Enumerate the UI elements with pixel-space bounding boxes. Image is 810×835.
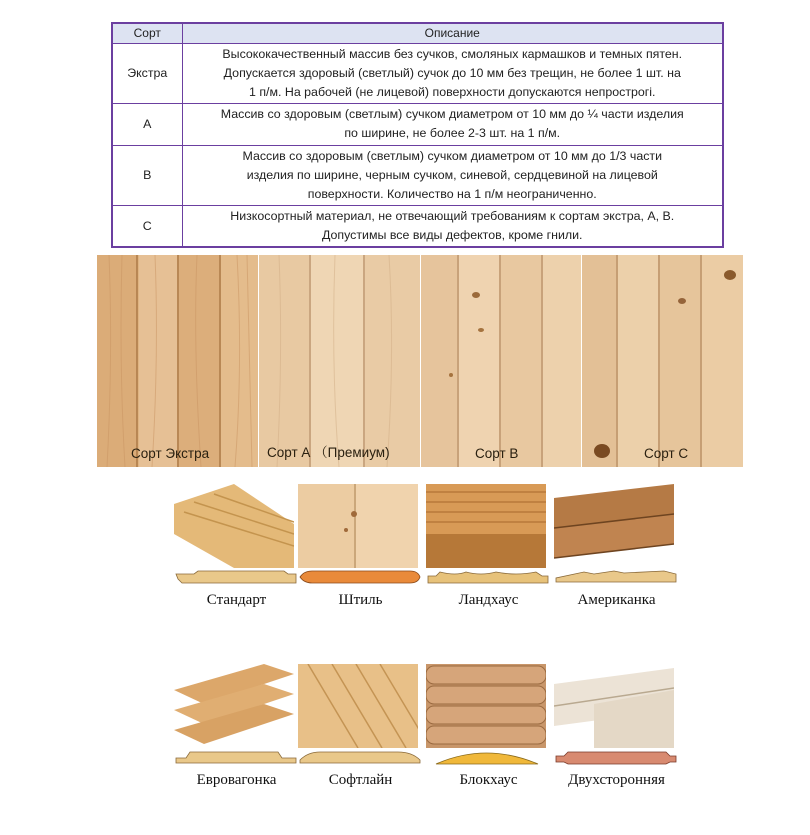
grade-cell: B [112,145,182,205]
profile-label: Софтлайн [328,772,393,788]
table-row [112,205,723,247]
profile-label: Евровагонка [196,772,277,788]
table-header-row [112,23,723,43]
profile-shtil [298,484,423,614]
lining-image [554,664,674,748]
photo-caption: Сорт С [644,446,689,461]
profile-landhaus [426,484,551,614]
grade-table [111,22,724,248]
profile-section-icon [174,568,299,586]
profile-section-icon [298,748,423,766]
profile-section-icon [426,568,551,586]
description-line: Допустимы все виды дефектов, кроме гнили. [322,227,583,242]
profile-photo [554,484,674,568]
description-cell [182,145,723,205]
profile-amerikanka [554,484,679,614]
profile-section-icon [426,748,551,766]
profile-photo [298,484,418,568]
profile-label: Двухсторонняя [568,772,665,788]
profile-label: Стандарт [206,592,267,608]
table-row [112,103,723,145]
profile-section-icon [554,748,679,766]
photo-caption: Сорт Экстра [131,446,210,461]
wood-texture-image [582,255,743,467]
profile-photo [298,664,418,748]
grade-cell: Экстра [112,43,182,103]
description-line: по ширине, не более 2-3 шт. на 1 п/м. [344,126,561,140]
profile-double-sided [554,664,679,794]
description-line: 1 п/м. На рабочей (не лицевой) поверхности допускаются непрострогі. [248,84,656,99]
photo-caption: Сорт В [475,446,519,461]
profile-softline [298,664,423,794]
profile-section-icon [174,748,299,766]
description-line: Массив со здоровым (светлым) сучком диаметром от 10 мм до 1/3 части [242,148,662,163]
lining-image [426,484,546,568]
description-line: Низкосортный материал, не отвечающий требованиям к сортам экстра, А, В. [230,208,675,223]
profile-photo [426,484,546,568]
lining-image [174,484,294,568]
profile-blockhaus [426,664,551,794]
profile-section-icon [298,568,423,586]
profile-label: Штиль [338,592,383,608]
profile-label: Ландхаус [458,592,519,608]
lining-image [554,484,674,568]
description-line: Массив со здоровым (светлым) сучком диаметром от 10 мм до ¼ части изделия [220,107,684,121]
lining-image [174,664,294,748]
profile-photo [426,664,546,748]
description-line: Высококачественный массив без сучков, смоляных кармашков и темных пятен. [222,46,683,61]
table-row [112,145,723,205]
profile-label: Блокхаус [459,772,518,788]
profile-photo [174,484,294,568]
description-cell [182,43,723,103]
lining-image [426,664,546,748]
lining-image [298,484,418,568]
lining-image [298,664,418,748]
profile-label: Американка [577,592,656,608]
description-cell [182,205,723,247]
grade-cell: A [112,103,182,145]
wood-texture-image [97,255,258,467]
profile-photo [554,664,674,748]
description-cell [182,103,723,145]
wood-grade-photos [97,255,743,467]
photo-grade-a [259,255,420,467]
photo-grade-extra [97,255,258,467]
wood-texture-image [421,255,581,467]
column-header-description: Описание [182,23,723,43]
description-line: изделия по ширине, черным сучком, синевой, сердцевиной на лицевой [246,167,658,182]
table-row [112,43,723,103]
wood-texture-image [259,255,420,467]
profile-section-icon [554,568,679,586]
column-header-sort: Сорт [112,23,182,43]
grade-cell: C [112,205,182,247]
photo-grade-c [582,255,743,467]
photo-grade-b [421,255,581,467]
description-line: поверхности. Количество на 1 п/м неограниченно. [307,186,597,201]
profile-photo [174,664,294,748]
photo-caption: Сорт А （Премиум) [267,445,390,460]
description-line: Допускается здоровый (светлый) сучок до 10 мм без трещин, не более 1 шт. на [223,65,681,80]
